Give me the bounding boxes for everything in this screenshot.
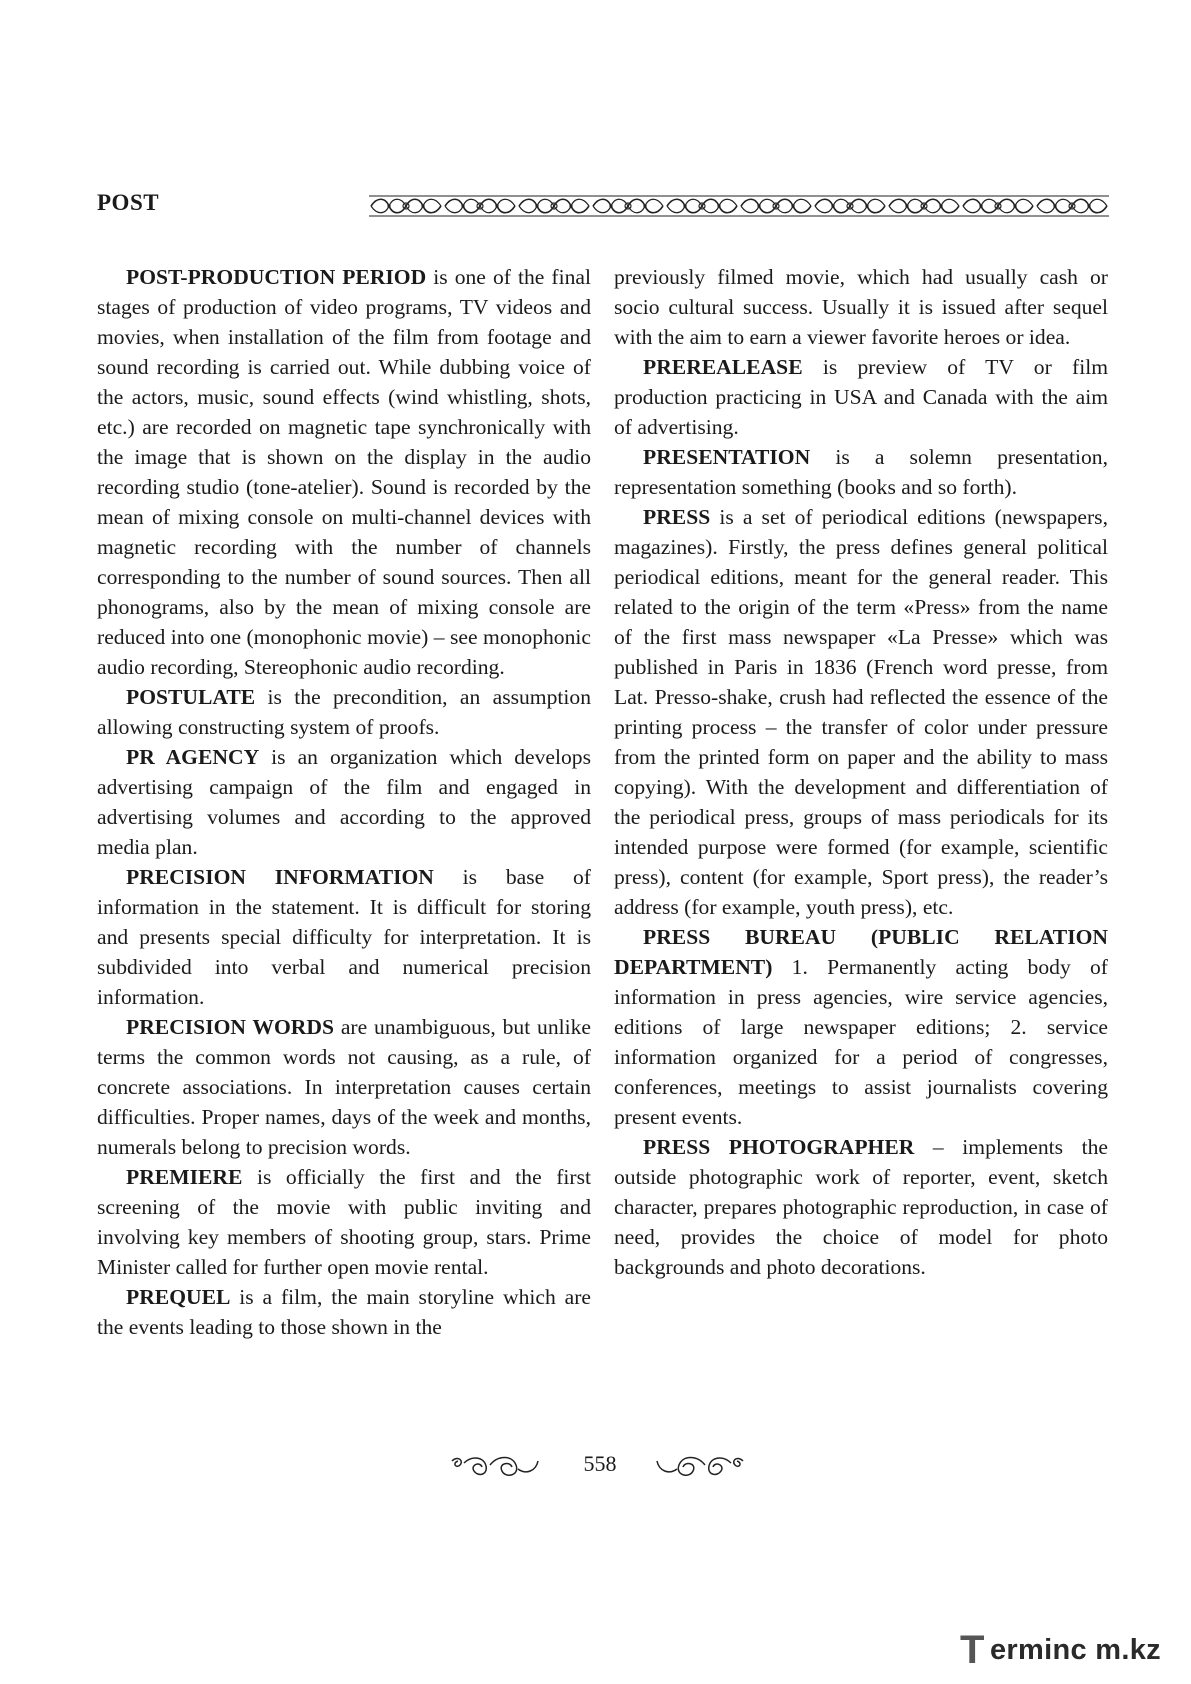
watermark-logo-letter: T xyxy=(960,1628,985,1672)
entry-definition: is base of information in the statement. It is difficult for storing and presents special difficulty for interpretation. It is subdivided into verbal and numerical precision information. xyxy=(97,865,591,1009)
dictionary-entry xyxy=(97,742,591,862)
dictionary-entry xyxy=(614,922,1108,1132)
entry-term: POST-PRODUCTION PERIOD xyxy=(126,265,427,289)
dictionary-entry xyxy=(614,442,1108,502)
page-number: 558 xyxy=(583,1451,617,1476)
entry-term: PREMIERE xyxy=(126,1165,243,1189)
dictionary-entry xyxy=(97,1162,591,1282)
dictionary-entry xyxy=(97,682,591,742)
entry-definition: is a film, the main storyline which are the events leading to those shown in the xyxy=(97,1285,591,1339)
dictionary-entry xyxy=(97,862,591,1012)
footer-ornament-left xyxy=(450,1453,540,1479)
page-header xyxy=(97,190,1109,230)
site-watermark xyxy=(960,1628,1185,1678)
dictionary-entry xyxy=(614,502,1108,922)
entry-definition: 1. Permanently acting body of information in press agencies, wire service agencies, editions of large newspaper editions; 2. service information organized for a period of congresses, conferences, meetings to assist journalists covering present events. xyxy=(614,955,1108,1129)
entry-term: PRESENTATION xyxy=(643,445,811,469)
dictionary-entry xyxy=(97,1282,591,1342)
entry-term: PREREALEASE xyxy=(643,355,803,379)
entry-definition: is preview of TV or film production practicing in USA and Canada with the aim of advertising. xyxy=(614,355,1108,439)
entry-definition: is officially the first and the first screening of the movie with public inviting and involving key members of shooting group, stars. Prime Minister called for further open movie rental. xyxy=(97,1165,591,1279)
entry-continuation: previously filmed movie, which had usually cash or socio cultural success. Usually it is issued after sequel with the aim to earn a viewer favorite heroes or idea. xyxy=(614,265,1108,349)
entry-term: PRESS BUREAU (PUBLIC RELATION DEPARTMENT) xyxy=(614,925,1108,979)
left-column xyxy=(97,262,591,1342)
entry-definition: is an organization which develops advertising campaign of the film and engaged in advertising volumes and according to the approved media plan. xyxy=(97,745,591,859)
ornamental-border xyxy=(369,195,1109,217)
right-column xyxy=(614,262,1108,1282)
entry-term: POSTULATE xyxy=(126,685,256,709)
entry-definition: are unambiguous, but unlike terms the common words not causing, as a rule, of concrete associations. In interpretation causes certain difficulties. Proper names, days of the week and months, numerals belong to precision words. xyxy=(97,1015,591,1159)
entry-definition: is one of the final stages of production of video programs, TV videos and movies, when installation of the film from footage and sound recording is carried out. While dubbing voice of the actors, music, sound effects (wind whistling, shots, etc.) are recorded on magnetic tape synchronically with the image that is shown on the display in the audio recording studio (tone-atelier). Sound is recorded by the mean of mixing console on multi-channel devices with magnetic recording with the number of channels corresponding to the number of sound sources. Then all phonograms, also by the mean of mixing console are reduced into one (monophonic movie) – see monophonic audio recording, Stereophonic audio recording. xyxy=(97,265,591,679)
dictionary-entry xyxy=(97,1012,591,1162)
entry-term: PREQUEL xyxy=(126,1285,231,1309)
entry-definition: is the precondition, an assumption allowing constructing system of proofs. xyxy=(97,685,591,739)
dictionary-entry xyxy=(614,352,1108,442)
entry-term: PRESS PHOTOGRAPHER xyxy=(643,1135,915,1159)
entry-term: PRECISION INFORMATION xyxy=(126,865,434,889)
entry-term: PR AGENCY xyxy=(126,745,260,769)
entry-definition: is a set of periodical editions (newspapers, magazines). Firstly, the press defines general political periodical editions, meant for the general reader. This related to the origin of the term «Press» from the name of the first mass newspaper «La Presse» which was published in Paris in 1836 (French word presse, from Lat. Presso-shake, crush had reflected the essence of the printing process – the transfer of color under pressure from the printed form on paper and the ability to mass copying). With the development and differentiation of the periodical press, groups of mass periodicals for its intended purpose were formed (for example, scientific press), content (for example, Sport press), the reader’s address (for example, youth press), etc. xyxy=(614,505,1108,919)
entry-term: PRECISION WORDS xyxy=(126,1015,335,1039)
dictionary-entry xyxy=(614,1132,1108,1282)
dictionary-entry xyxy=(97,262,591,682)
page-footer xyxy=(0,1445,1191,1485)
entry-term: PRESS xyxy=(643,505,711,529)
running-head: POST xyxy=(97,190,160,215)
entry-definition: – implements the outside photographic work of reporter, event, sketch character, prepares photographic reproduction, in case of need, provides the choice of model for photo backgrounds and photo decorations. xyxy=(614,1135,1108,1279)
watermark-text: erminc m.kz xyxy=(990,1634,1161,1666)
footer-ornament-right xyxy=(655,1453,745,1479)
entry-definition: is a solemn presentation, representation something (books and so forth). xyxy=(614,445,1108,499)
